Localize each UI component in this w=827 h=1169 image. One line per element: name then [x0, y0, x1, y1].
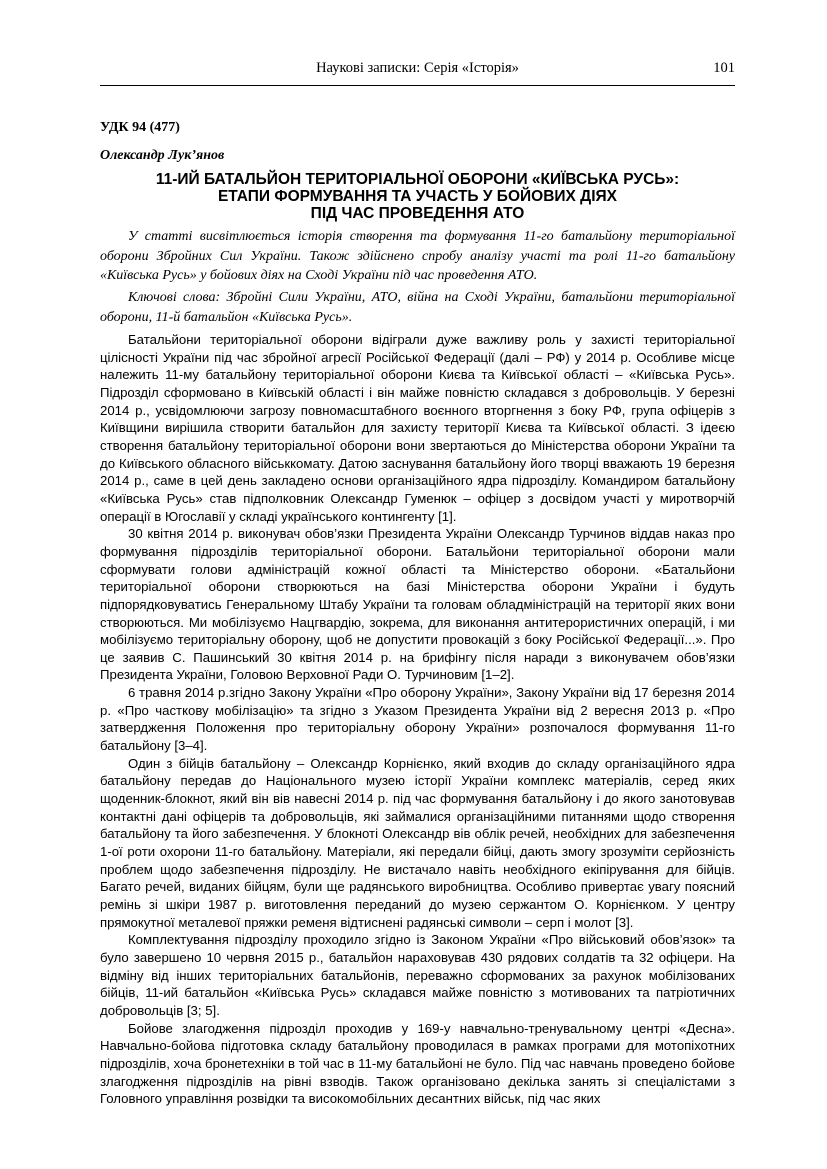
- title-line: ЕТАПИ ФОРМУВАННЯ ТА УЧАСТЬ У БОЙОВИХ ДІЯХ: [217, 188, 618, 205]
- body-paragraph: 6 травня 2014 р.згідно Закону України «Про оборону України», Закону України від 17 березня 2014 р. «Про часткову мобілізацію» та згідно з Указом Президента України від 2 вересня 2013 р. «Про затвердження Положення про територіальну оборону України» розпочалося формування 11-го батальйону [3–4].: [100, 685, 735, 754]
- title-line: ПІД ЧАС ПРОВЕДЕННЯ АТО: [310, 205, 525, 222]
- article-title: [100, 171, 735, 222]
- page-number: 101: [713, 60, 735, 76]
- body-paragraph: Комплектування підрозділу проходило згідно із Законом України «Про військовий обов’язок» та було завершено 10 червня 2015 р., батальйон нараховував 430 рядових солдатів та 32 офіцери. На відміну від інших територіальних батальйонів, переважно сформованих за рахунок мобілізованих бійців, 11-ий батальйон «Київська Русь» складався майже повністю з мотивованих та патріотичних добровольців [3; 5].: [100, 932, 735, 1018]
- udk-code: УДК 94 (477): [100, 120, 180, 135]
- title-line: 11-ИЙ БАТАЛЬЙОН ТЕРИТОРІАЛЬНОЇ ОБОРОНИ «КИЇВСЬКА РУСЬ»:: [155, 171, 680, 188]
- author-name: Олександр Лук’янов: [100, 148, 225, 163]
- running-header: [100, 60, 735, 82]
- abstract: У статті висвітлюється історія створення та формування 11-го батальйону територіальної оборони Збройних Сил України. Також здійснено спробу аналізу участі та ролі 11-го батальйону «Київська Русь» у бойових діях на Сході України під час проведення АТО.: [100, 229, 735, 283]
- article-body: [100, 331, 735, 1108]
- keywords: Ключові слова: Збройні Сили України, АТО, війна на Сході України, батальйони територіальної оборони, 11-й батальйон «Київська Русь».: [100, 290, 735, 325]
- body-paragraph: Один з бійців батальйону – Олександр Корнієнко, який входив до складу організаційного ядра батальйону передав до Національного музею історії України комплекс матеріалів, серед яких щоденник-блокнот, який він вів навесні 2014 р. під час формування батальйону і до якого занотовував контактні дані офіцерів та добровольців, які займалися організаційними питаннями щодо створення батальйону та його забезпечення. У блокноті Олександр вів облік речей, необхідних для забезпечення 1-ої роти охорони 11-го батальйону. Матеріали, які передали бійці, дають змогу зрозуміти серйозність проблем щодо забезпечення підрозділу. Не вистачало навіть необхідного екіпірування для бійців. Багато речей, виданих бійцям, були ще радянського виробництва. Особливо привертає увагу поясний ремінь зі шкіри 1987 р. виготовлення переданий до музею сержантом О. Корнієнком. У центру прямокутної металевої пряжки ременя відтиснені радянські символи – серп і молот [3].: [100, 755, 735, 930]
- journal-title: Наукові записки: Серія «Історія»: [316, 60, 519, 76]
- body-paragraph: Бойове злагодження підрозділ проходив у 169-у навчально-тренувальному центрі «Десна». Навчально-бойова підготовка складу батальйону проводилася в рамках програми для мотопіхотних підрозділів, хоча бронетехніки в той час в 11-му батальйоні не було. Під час навчань проведено бойове злагодження підрозділів на рівні взводів. Також організовано декілька занять зі спеціалістами з Головного управління розвідки та високомобільних десантних військ, під час яких: [100, 1020, 735, 1107]
- body-paragraph: Батальйони територіальної оборони відіграли дуже важливу роль у захисті територіальної цілісності України під час збройної агресії Російської Федерації (далі – РФ) у 2014 р. Особливе місце належить 11-му батальйону територіальної оборони Києва та Київської області – «Київська Русь». Підрозділ сформовано в Київській області і він майже повністю складався з добровольців. У березні 2014 р., усвідомлюючи загрозу повномасштабного воєнного вторгнення з боку РФ, група офіцерів з Київщини вирішила створити батальйон для захисту території Києва та Київської області. З ідеєю створення батальйону територіальної оборони вони звертаються до Міністерства оборони України та до Київського обласного військкомату. Датою заснування батальйону його творці вважають 19 березня 2014 р., саме в цей день закладено основи організаційного ядра підрозділу. Командиром батальйону «Київська Русь» став підполковник Олександр Гуменюк – офіцер з досвідом участі у миротворчій операції в Югославії у складі українського контингенту [1].: [100, 332, 735, 524]
- body-paragraph: 30 квітня 2014 р. виконувач обов’язки Президента України Олександр Турчинов віддав наказ про формування підрозділів територіальної оборони. Батальйони територіальної оборони мали сформувати голови адміністрацій кожної області та Міністерство оборони. «Батальйони територіальної оборони створюються на базі Міністерства оборони України і будуть підпорядковуватись Генеральному Штабу України та головам обладміністрацій на території яких вони створюються. Ми мобілізуємо Нацгвардію, зокрема, для виконання антитерористичних операцій, і ми мобілізуємо територіальну оборону, щоб не допустити провокацій з боку Російської Федерації...». Про це заявив С. Пашинський 30 квітня 2014 р. на брифінгу після наради з виконувачем обов’язки Президента України, Головою Верховної Ради О. Турчиновим [1–2].: [100, 526, 735, 683]
- header-rule: [100, 85, 735, 86]
